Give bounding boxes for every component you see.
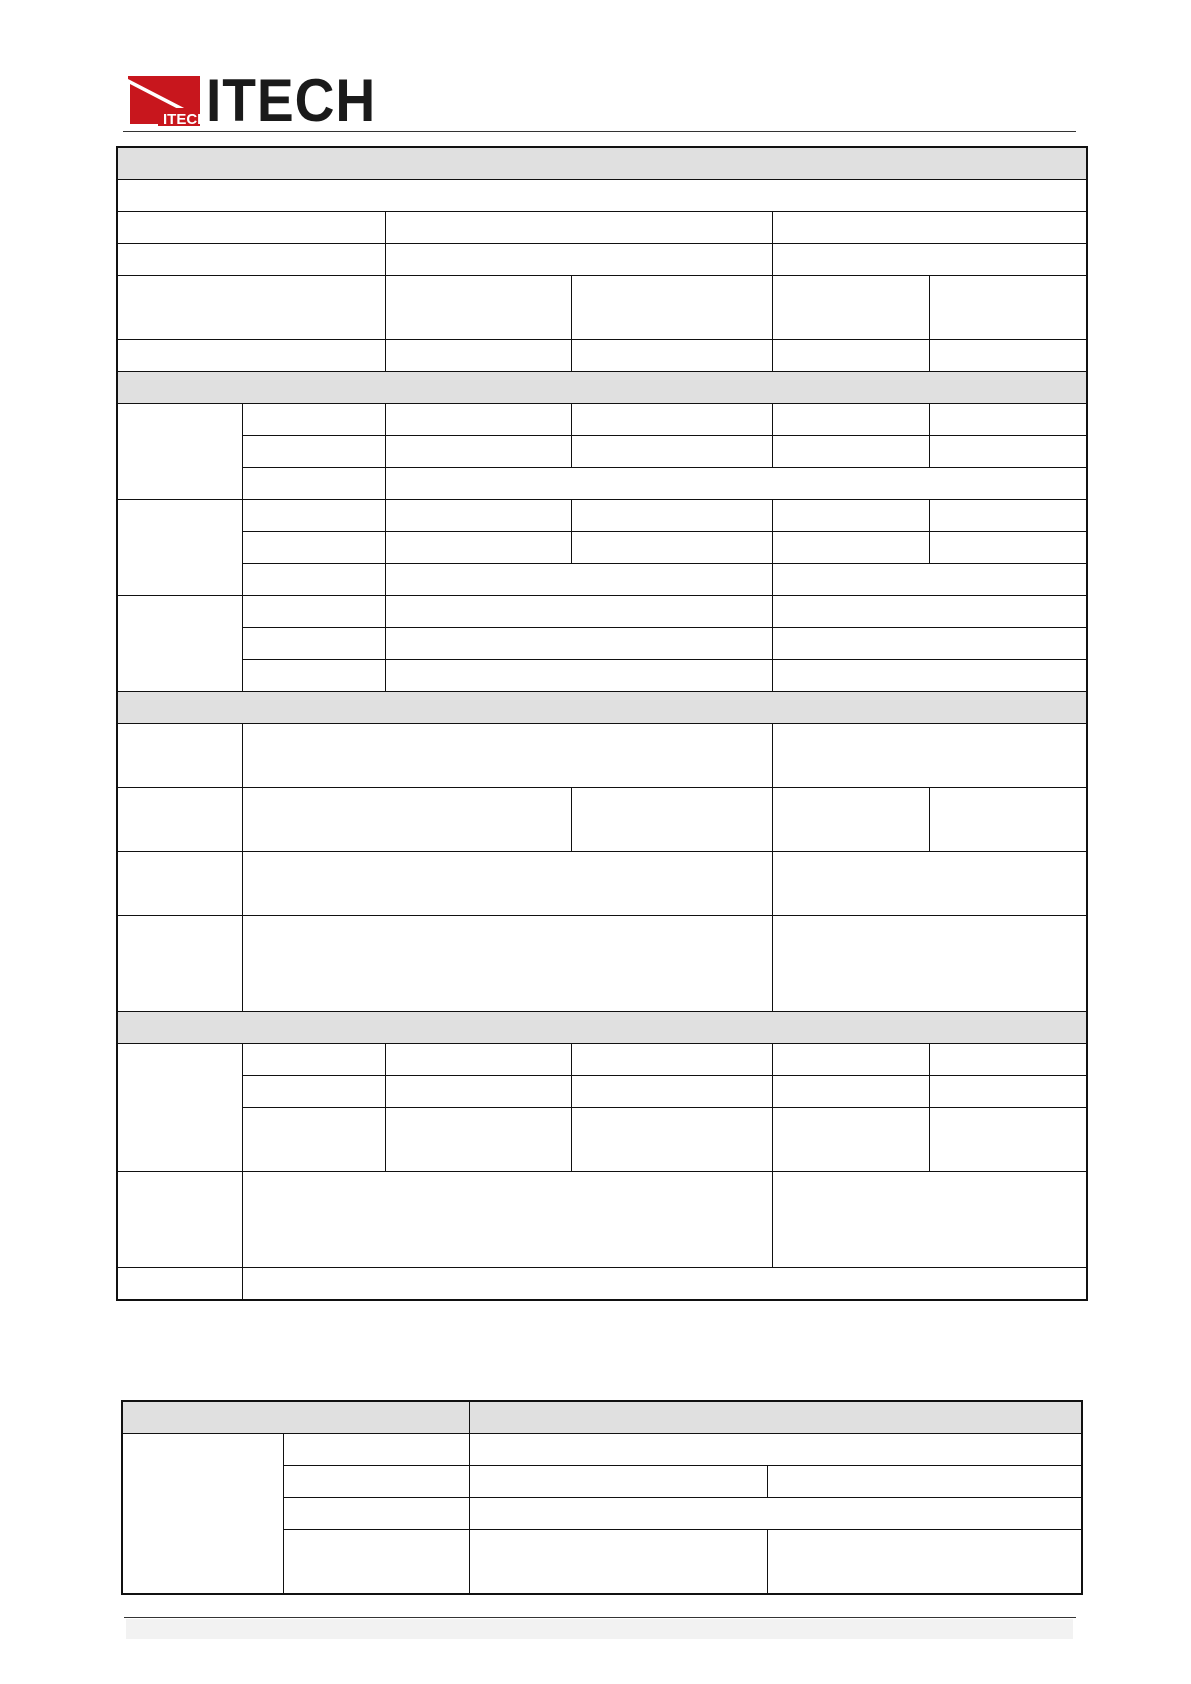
- table-cell: [117, 1172, 242, 1268]
- table-row: [117, 468, 1087, 500]
- table-cell: [772, 436, 929, 468]
- table-row: [117, 340, 1087, 372]
- table-cell: [242, 404, 385, 436]
- table-cell: [385, 276, 571, 340]
- table-cell: [242, 1076, 385, 1108]
- table-row: [117, 916, 1087, 1012]
- table-row: [117, 404, 1087, 436]
- table-cell: [772, 404, 929, 436]
- table-row: [117, 1044, 1087, 1076]
- table-cell: [385, 1108, 571, 1172]
- table-cell: [385, 212, 772, 244]
- table-cell: [242, 628, 385, 660]
- table-cell: [772, 628, 1087, 660]
- table-cell: [571, 1108, 772, 1172]
- table-cell: [117, 1012, 1087, 1044]
- option-table: [121, 1400, 1083, 1595]
- itech-logo-mark-icon: [128, 76, 208, 128]
- table-cell: [385, 564, 772, 596]
- table-cell: [385, 628, 772, 660]
- table-row: [117, 1268, 1087, 1301]
- table-cell: [117, 1044, 242, 1172]
- table-cell: [385, 660, 772, 692]
- section-header-row: [117, 147, 1087, 180]
- table-cell: [385, 244, 772, 276]
- section-header-row: [117, 372, 1087, 404]
- table-cell: [385, 596, 772, 628]
- table-cell: [385, 1044, 571, 1076]
- table-row: [117, 500, 1087, 532]
- table-cell: [571, 532, 772, 564]
- table-cell: [117, 212, 385, 244]
- table-cell: [571, 1044, 772, 1076]
- table-cell: [571, 436, 772, 468]
- table-cell: [772, 724, 1087, 788]
- table-cell: [929, 1076, 1087, 1108]
- table-cell: [242, 500, 385, 532]
- table-row: [117, 564, 1087, 596]
- table-cell: [117, 372, 1087, 404]
- table-cell: [242, 852, 772, 916]
- spec-table: [116, 146, 1088, 1301]
- table-cell: [117, 692, 1087, 724]
- table-cell: [469, 1401, 1082, 1434]
- table-cell: [772, 276, 929, 340]
- table-cell: [117, 724, 242, 788]
- table-row: [117, 436, 1087, 468]
- table-cell: [117, 788, 242, 852]
- table-cell: [385, 340, 571, 372]
- table-cell: [929, 404, 1087, 436]
- table-cell: [385, 468, 1087, 500]
- table-cell: [117, 852, 242, 916]
- table-cell: [772, 564, 1087, 596]
- table-cell: [122, 1434, 283, 1595]
- table-cell: [117, 404, 242, 500]
- table-cell: [571, 1076, 772, 1108]
- table-row: [117, 724, 1087, 788]
- table-cell: [571, 404, 772, 436]
- table-cell: [242, 788, 571, 852]
- table-cell: [242, 596, 385, 628]
- table-cell: [242, 532, 385, 564]
- section-header-row: [117, 1012, 1087, 1044]
- table-cell: [242, 1172, 772, 1268]
- itech-logo: [128, 67, 398, 134]
- table-cell: [385, 500, 571, 532]
- table-cell: [772, 532, 929, 564]
- table-cell: [385, 1076, 571, 1108]
- table-cell: [117, 916, 242, 1012]
- table-cell: [772, 660, 1087, 692]
- table-cell: [571, 340, 772, 372]
- table-cell: [929, 1044, 1087, 1076]
- logo-wordmark: ITECH: [206, 67, 377, 134]
- section-header-row: [117, 692, 1087, 724]
- table-row: [117, 1108, 1087, 1172]
- table-cell: [469, 1466, 767, 1498]
- table-cell: [929, 500, 1087, 532]
- table-cell: [772, 212, 1087, 244]
- table-cell: [283, 1498, 469, 1530]
- table-cell: [929, 1108, 1087, 1172]
- table-row: [117, 852, 1087, 916]
- table-cell: [929, 788, 1087, 852]
- table-cell: [772, 596, 1087, 628]
- table-cell: [772, 340, 929, 372]
- footer-band: [126, 1619, 1073, 1639]
- table-cell: [767, 1530, 1082, 1595]
- table-cell: [469, 1530, 767, 1595]
- logo-mark-text: ITECH: [163, 111, 208, 128]
- table-row: [117, 660, 1087, 692]
- table-cell: [385, 436, 571, 468]
- table-row: [117, 596, 1087, 628]
- footer-rule: [124, 1617, 1076, 1618]
- table-cell: [469, 1498, 1082, 1530]
- table-cell: [117, 276, 385, 340]
- table-cell: [772, 244, 1087, 276]
- table-cell: [283, 1434, 469, 1466]
- header-rule: [123, 131, 1076, 132]
- table-row: [117, 212, 1087, 244]
- table-row: [117, 180, 1087, 212]
- table-row: [117, 276, 1087, 340]
- table-cell: [117, 500, 242, 596]
- table-row: [122, 1434, 1082, 1466]
- table-cell: [772, 1108, 929, 1172]
- table-cell: [242, 1044, 385, 1076]
- table-cell: [117, 147, 1087, 180]
- table-cell: [571, 788, 772, 852]
- table-cell: [117, 180, 1087, 212]
- table-row: [117, 532, 1087, 564]
- table-cell: [122, 1401, 469, 1434]
- table-row: [117, 1172, 1087, 1268]
- table-cell: [242, 1268, 1087, 1301]
- table-cell: [767, 1466, 1082, 1498]
- table-row: [117, 788, 1087, 852]
- table-cell: [117, 596, 242, 692]
- table-cell: [469, 1434, 1082, 1466]
- table-cell: [242, 916, 772, 1012]
- table-cell: [571, 276, 772, 340]
- table-cell: [772, 500, 929, 532]
- table-cell: [242, 660, 385, 692]
- table-cell: [772, 1076, 929, 1108]
- table-cell: [117, 340, 385, 372]
- table-cell: [385, 404, 571, 436]
- table-cell: [571, 500, 772, 532]
- table-cell: [772, 1172, 1087, 1268]
- table-cell: [117, 1268, 242, 1301]
- table-cell: [242, 724, 772, 788]
- table-cell: [242, 1108, 385, 1172]
- table-cell: [117, 244, 385, 276]
- table-cell: [929, 436, 1087, 468]
- table-row: [117, 628, 1087, 660]
- table-cell: [929, 276, 1087, 340]
- table-cell: [929, 532, 1087, 564]
- table-cell: [772, 852, 1087, 916]
- table-row: [117, 244, 1087, 276]
- table-cell: [283, 1530, 469, 1595]
- table-cell: [242, 468, 385, 500]
- table-cell: [385, 532, 571, 564]
- table-cell: [283, 1466, 469, 1498]
- table-cell: [242, 436, 385, 468]
- table-cell: [772, 788, 929, 852]
- table-cell: [242, 564, 385, 596]
- table-row: [117, 1076, 1087, 1108]
- table-cell: [772, 916, 1087, 1012]
- section-header-row: [122, 1401, 1082, 1434]
- table-cell: [772, 1044, 929, 1076]
- table-cell: [929, 340, 1087, 372]
